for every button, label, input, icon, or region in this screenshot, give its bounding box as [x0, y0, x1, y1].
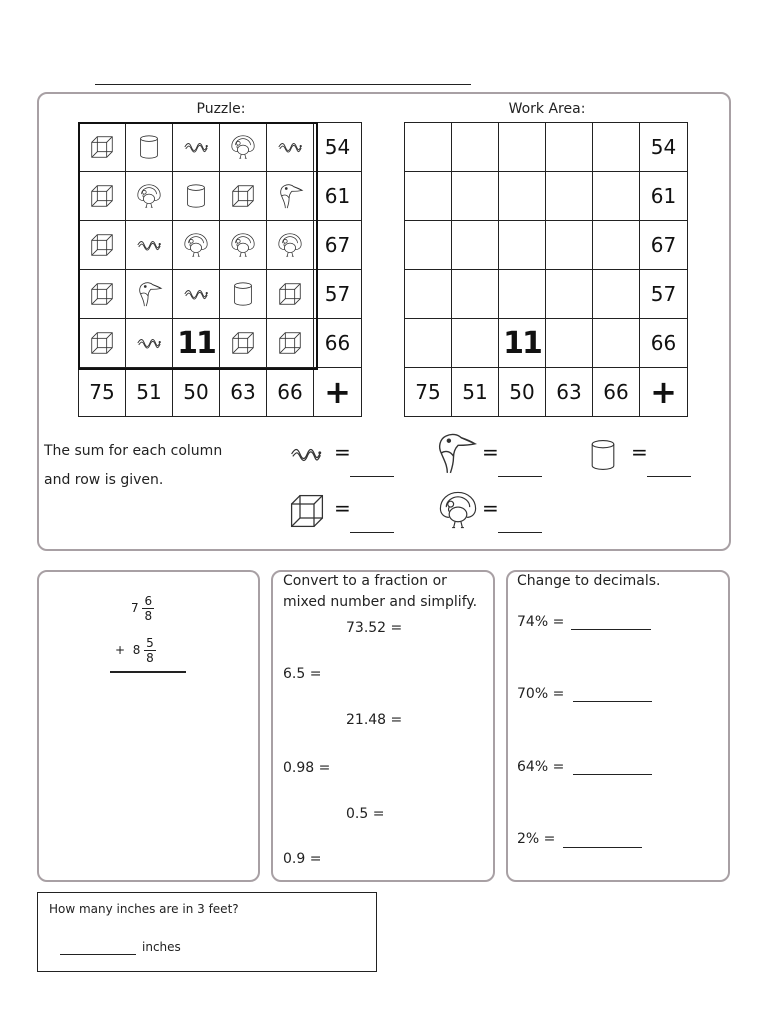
work-cell[interactable]	[405, 221, 452, 270]
work-cell[interactable]	[405, 123, 452, 172]
puzzle-cell-cube-icon	[267, 270, 314, 319]
turkey-icon	[229, 133, 257, 161]
decimal-item: 74% =	[517, 614, 565, 630]
puzzle-cell-cylinder-icon	[173, 172, 220, 221]
work-cell[interactable]	[499, 172, 546, 221]
column-sum: 50	[173, 368, 220, 417]
row-sum: 66	[314, 319, 362, 368]
puzzle-row	[79, 270, 362, 319]
whole-number-1: 7	[131, 601, 139, 615]
cylinder-answer-blank[interactable]	[647, 456, 691, 477]
cube-answer-blank[interactable]	[350, 512, 394, 533]
legend-cube-icon	[286, 490, 328, 532]
decimals-title: Change to decimals.	[517, 573, 661, 589]
row-sum: 66	[640, 319, 688, 368]
convert-title-line2: mixed number and simplify.	[283, 594, 478, 610]
cube-icon	[88, 231, 116, 259]
work-cell[interactable]	[546, 270, 593, 319]
turkey-icon	[276, 231, 304, 259]
cylinder-icon	[182, 182, 210, 210]
work-row	[405, 123, 688, 172]
puzzle-cell-worm-icon	[267, 123, 314, 172]
column-sum: 50	[499, 368, 546, 417]
work-cell[interactable]	[593, 172, 640, 221]
column-sum: 51	[126, 368, 173, 417]
worm-icon	[135, 329, 163, 357]
plus-sign: +	[640, 368, 688, 417]
instructions-line1: The sum for each column	[44, 443, 223, 459]
column-sum: 66	[267, 368, 314, 417]
work-cell[interactable]	[452, 319, 499, 368]
toucan-answer-blank[interactable]	[498, 456, 542, 477]
work-cell[interactable]	[499, 123, 546, 172]
cylinder-icon	[135, 133, 163, 161]
row-sum: 54	[314, 123, 362, 172]
row-sum: 61	[314, 172, 362, 221]
convert-item: 0.5 =	[346, 806, 385, 822]
puzzle-title: Puzzle:	[196, 101, 246, 117]
column-sum: 63	[220, 368, 267, 417]
puzzle-cell-worm-icon	[126, 221, 173, 270]
cube-icon	[88, 329, 116, 357]
work-cell[interactable]	[546, 319, 593, 368]
work-cell[interactable]	[593, 221, 640, 270]
puzzle-grid	[78, 122, 362, 417]
work-row	[405, 172, 688, 221]
work-cell[interactable]	[405, 270, 452, 319]
row-sum: 57	[640, 270, 688, 319]
inches-unit: inches	[142, 940, 181, 954]
instructions-line2: and row is given.	[44, 472, 164, 488]
puzzle-cell-cube-icon	[79, 270, 126, 319]
column-sum-row	[79, 368, 362, 417]
fraction-line2	[115, 636, 156, 665]
convert-item: 0.98 =	[283, 760, 331, 776]
column-sum: 75	[79, 368, 126, 417]
inches-question: How many inches are in 3 feet?	[49, 902, 239, 916]
plus-sign: +	[314, 368, 362, 417]
decimal-answer-blank[interactable]	[573, 757, 652, 775]
work-cell[interactable]	[452, 221, 499, 270]
cube-icon	[229, 329, 257, 357]
legend-equals: =	[334, 496, 351, 520]
work-cell[interactable]	[405, 319, 452, 368]
legend-toucan-icon	[432, 430, 478, 476]
convert-item: 0.9 =	[283, 851, 322, 867]
puzzle-row	[79, 221, 362, 270]
column-sum: 66	[593, 368, 640, 417]
puzzle-cell-worm-icon	[173, 123, 220, 172]
cube-icon	[229, 182, 257, 210]
puzzle-cell-cube-icon	[220, 319, 267, 368]
decimal-item: 64% =	[517, 759, 565, 775]
numerator-2: 5	[146, 636, 154, 650]
denominator-1: 8	[144, 609, 153, 623]
worm-answer-blank[interactable]	[350, 456, 394, 477]
work-area-title: Work Area:	[508, 101, 586, 117]
work-row	[405, 221, 688, 270]
work-cell[interactable]	[405, 172, 452, 221]
legend-cylinder-icon	[585, 434, 621, 476]
legend-turkey-icon	[436, 488, 480, 532]
work-cell[interactable]	[593, 123, 640, 172]
worm-icon	[135, 231, 163, 259]
legend-equals: =	[482, 496, 499, 520]
convert-item: 21.48 =	[346, 712, 403, 728]
work-row	[405, 319, 688, 368]
puzzle-cell-cube-icon	[79, 123, 126, 172]
puzzle-cell-worm-icon	[126, 319, 173, 368]
decimal-answer-blank[interactable]	[571, 612, 651, 630]
column-sum: 75	[405, 368, 452, 417]
row-sum: 57	[314, 270, 362, 319]
legend-equals: =	[334, 440, 351, 464]
worm-icon	[276, 133, 304, 161]
cube-icon	[276, 280, 304, 308]
cube-icon	[88, 133, 116, 161]
decimal-answer-blank[interactable]	[563, 830, 642, 848]
work-cell[interactable]	[593, 319, 640, 368]
legend-worm-icon	[286, 436, 326, 472]
fraction-2	[144, 636, 156, 665]
column-sum: 51	[452, 368, 499, 417]
puzzle-cell-cube-icon	[79, 172, 126, 221]
turkey-icon	[182, 231, 210, 259]
work-cell[interactable]	[546, 123, 593, 172]
puzzle-cell-turkey-icon	[126, 172, 173, 221]
puzzle-row	[79, 172, 362, 221]
work-cell[interactable]	[593, 270, 640, 319]
puzzle-cell-turkey-icon	[220, 221, 267, 270]
toucan-icon	[276, 182, 304, 210]
worm-icon	[182, 280, 210, 308]
row-sum: 67	[314, 221, 362, 270]
puzzle-cell-turkey-icon	[220, 123, 267, 172]
row-sum: 67	[640, 221, 688, 270]
fraction-line1	[131, 594, 154, 623]
puzzle-cell-cylinder-icon	[126, 123, 173, 172]
column-sum-row	[405, 368, 688, 417]
work-cell[interactable]	[499, 221, 546, 270]
convert-title-line1: Convert to a fraction or	[283, 573, 447, 589]
row-sum: 54	[640, 123, 688, 172]
puzzle-cell-toucan-icon	[267, 172, 314, 221]
puzzle-cell-worm-icon	[173, 270, 220, 319]
puzzle-row	[79, 319, 362, 368]
work-cell[interactable]	[452, 172, 499, 221]
work-cell[interactable]	[546, 221, 593, 270]
cylinder-icon	[229, 280, 257, 308]
column-sum: 63	[546, 368, 593, 417]
convert-item: 73.52 =	[346, 620, 403, 636]
decimal-item: 2% =	[517, 831, 556, 847]
work-row	[405, 270, 688, 319]
work-cell[interactable]	[499, 270, 546, 319]
convert-item: 6.5 =	[283, 666, 322, 682]
puzzle-cell-toucan-icon	[126, 270, 173, 319]
worm-icon	[182, 133, 210, 161]
cube-icon	[88, 280, 116, 308]
legend-equals: =	[631, 440, 648, 464]
inches-answer-blank[interactable]	[60, 940, 136, 955]
name-line	[95, 84, 471, 85]
numerator-1: 6	[144, 594, 153, 608]
work-cell[interactable]	[452, 123, 499, 172]
puzzle-cell-turkey-icon	[173, 221, 220, 270]
puzzle-cell-cube-icon	[79, 319, 126, 368]
puzzle-cell-cylinder-icon	[220, 270, 267, 319]
decimal-item: 70% =	[517, 686, 565, 702]
fraction-answer-line	[110, 671, 186, 673]
turkey-answer-blank[interactable]	[498, 512, 542, 533]
turkey-icon	[229, 231, 257, 259]
puzzle-cell-cube-icon	[79, 221, 126, 270]
cube-icon	[276, 329, 304, 357]
puzzle-cell-cube-icon	[220, 172, 267, 221]
legend-equals: =	[482, 440, 499, 464]
puzzle-cell-cube-icon	[267, 319, 314, 368]
denominator-2: 8	[146, 651, 154, 665]
row-sum: 61	[640, 172, 688, 221]
fraction-1	[142, 594, 154, 623]
cube-icon	[88, 182, 116, 210]
plus-operator: +	[115, 643, 126, 657]
whole-number-2: 8	[132, 643, 141, 657]
decimal-answer-blank[interactable]	[573, 684, 652, 702]
work-cell-given[interactable]: 11	[499, 319, 546, 368]
turkey-icon	[135, 182, 163, 210]
puzzle-cell-given: 11	[173, 319, 220, 368]
work-cell[interactable]	[452, 270, 499, 319]
puzzle-cell-turkey-icon	[267, 221, 314, 270]
work-area-grid	[404, 122, 688, 417]
puzzle-row	[79, 123, 362, 172]
work-cell[interactable]	[546, 172, 593, 221]
toucan-icon	[135, 280, 163, 308]
